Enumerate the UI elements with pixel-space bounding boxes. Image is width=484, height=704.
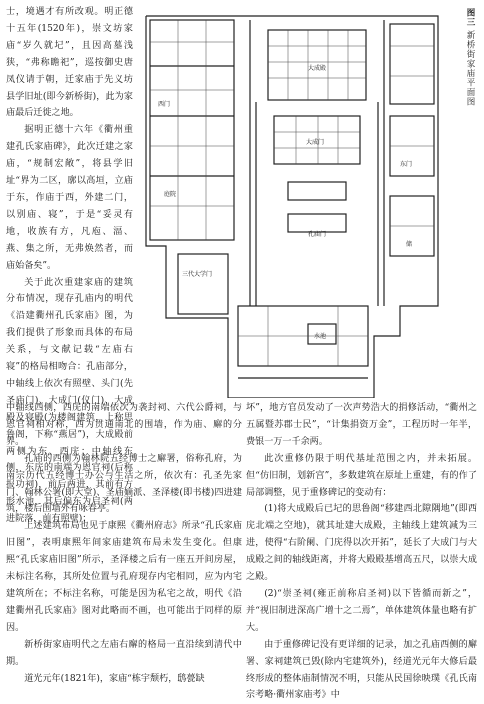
paragraph: 中轴线西侧，西庑的南端依次为袭封祠、六代公爵祠，与恩官祠相对称，西为贯通南北的围墙，作为庙、廨的分界。 — [6, 403, 242, 447]
paragraph: 孔庙的西侧为翰林院五经博士之廨署，俗称孔府，为南宗历代五经博士办公与生活之所，依次有：孔圣先家门、翰林公署(即大堂)、圣庙嫡派、圣泽楼(即书楼)四进建筑，楼后围墙外有咏春亭。 — [6, 453, 242, 515]
figure-caption — [456, 8, 476, 107]
paragraph: 道光元年(1821年)，家庙“栋宇颓朽，鸱甍缺 — [24, 673, 205, 684]
paragraph: 新桥街家庙明代之左庙右廨的格局一直沿续到清代中期。 — [6, 639, 242, 667]
label-pond: 水池 — [314, 333, 327, 340]
label-east-gate: 东门 — [400, 161, 413, 168]
label-three-flags: 三代大学门 — [182, 271, 213, 278]
left-column — [6, 400, 242, 687]
paragraph: (1)将大成殿后已圮的思鲁阁“移建西北隙隅地”(即西庑北端之空地)，就其址建大成殿，主轴线上建筑减为三进，使得“右阶阑、门庑得以次开拓”，延长了大成门与大成殿之间的轴线距离，并将大殿殿基增高五尺，以崇大成之殿。 — [246, 504, 477, 583]
paragraph: 关于此次重建家庙的建筑分布情况，现存孔庙内的明代《沿建衢州孔氏家庙》图，为我们提供了形象而具体的布局关系，与文献记载“左庙右寝”的格局相吻合：孔庙部分，中轴线上依次有照壁、头门(先圣庙门)、大成门(仪门)、大成殿及寝殿(为楼阁建筑，上称思鲁阁，下称“燕居”)，大成殿前两侧为东、西庑；中轴线东侧，东庑的南端为恩官祠(后称报功祠)，前后两进，其前有方形水池，其后偏东为启圣祠(两进院落，前有照壁)； — [6, 277, 133, 525]
paragraph: 据明正德十六年《衢州重建孔氏家庙碑》，此次迁建之家庙，“规制宏敞”，将县学旧址“界为二区，廓以高垣，立庙于东，作庙于西，外建二门，以别庙、寝”，于是“妥灵有地，收族有方，凡庖、湢、燕、集之所，无弗焕然者，而庙始备矣”。 — [6, 125, 133, 271]
label-chu: 储 — [406, 241, 413, 248]
paragraph: 由于重修碑记没有更详细的记录，加之孔庙西侧的廨署、家祠建筑已毁(除内宅建筑外)，经道光元年大修后最终形成的整体庙制情况不明，只能从民国徐映璞《孔氏南宗考略·衢州家庙考》中 — [246, 639, 477, 701]
label-dacheng-gate: 大成门 — [306, 139, 325, 146]
label-dacheng-hall: 大成殿 — [308, 65, 327, 72]
paragraph: 此次重修仍限于明代基址范围之内，并未拓展。但“仿旧制，划新宫”，多数建筑在原址上重建，有的作了局部调整，见于重修碑记的变动有： — [246, 453, 477, 498]
label-kong-gate: 孔庙门 — [308, 231, 327, 238]
floor-plan-drawing — [138, 6, 448, 398]
label-yard: 庭院 — [164, 191, 177, 198]
paragraph: 士，境遇才有所改观。明正德十五年(1520年)，崇文坊家庙“岁久就圮”，且因高墓浅狭，“弗称瞻祀”，巡按御史唐凤仪请于朝，迁家庙于先义坊县学旧址(即今新桥街)，此为家庙最后迁徙之地。 — [6, 7, 133, 119]
paragraph: 坏”，地方官员发动了一次声势浩大的捐修活动，“衢州之五属暨苏郡士民”，“计集捐资万金”，工程历时一年半，费银一万一千余两。 — [246, 403, 477, 447]
figure-number: 图三 — [465, 8, 475, 27]
label-west-gate: 西门 — [158, 101, 171, 108]
figure-title: 新桥街家庙平面图 — [465, 30, 475, 107]
paragraph: (2)“崇圣祠(雍正前称启圣祠)以下皆循而新之”，并“视旧制进深高广增十之二焉”，单体建筑体量也略有扩大。 — [246, 588, 477, 633]
right-column — [246, 400, 477, 704]
paragraph: 上述建筑布局也见于康熙《衢州府志》所录“孔氏家庙旧图”，表明康熙年间家庙建筑布局未发生变化。但康熙“孔氏家庙旧图”所示，圣泽楼之后有一座五开间房屋，未标注名称，其所处位置与孔府现存内宅相同，应为内宅建筑所在；不标注名称，可能是因为私宅之故，明代《沿建衢州孔氏家庙》图对此略而不画，也可能出于同样的原因。 — [6, 521, 242, 633]
